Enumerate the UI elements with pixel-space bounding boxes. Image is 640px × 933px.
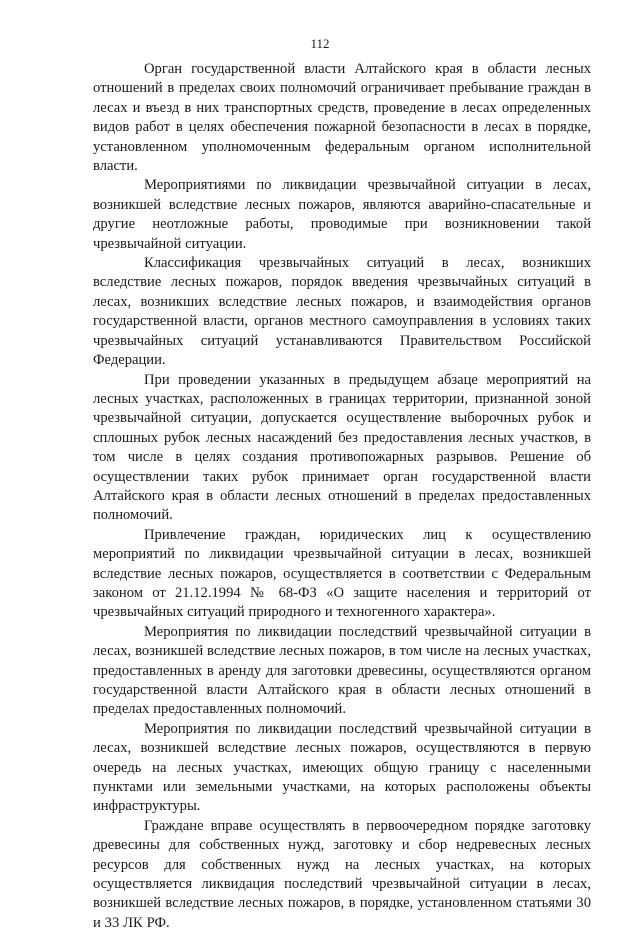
paragraph: Орган государственной власти Алтайского края в области лесных отношений в пределах своих полномочий ограничивает пребывание граждан в лесах и въезд в них транспортных средств, проведение в лесах определенных видов работ в целях обеспечения пожарной безопасности в лесах в порядке, установленном уполномоченным федеральным органом исполнительной власти.: [93, 61, 591, 175]
paragraph: При проведении указанных в предыдущем абзаце мероприятий на лесных участках, расположенных в границах территории, признанной зоной чрезвычайной ситуации, допускается осуществление выборочных рубок и сплошных рубок лесных насаждений без предоставления лесных участков, в том числе в целях создания противопожарных разрывов. Решение об осуществлении таких рубок принимает орган государственной власти Алтайского края в области лесных отношений в пределах предоставленных полномочий.: [93, 371, 591, 524]
paragraph: Привлечение граждан, юридических лиц к осуществлению мероприятий по ликвидации чрезвычайной ситуации в лесах, возникшей вследствие лесных пожаров, осуществляется в соответствии с Федеральным законом от 21.12.1994 № 68-ФЗ «О защите населения и территорий от чрезвычайных ситуаций природного и техногенного характера».: [93, 526, 591, 621]
paragraph: Мероприятия по ликвидации последствий чрезвычайной ситуации в лесах, возникшей вследствие лесных пожаров, осуществляются в первую очередь на лесных участках, имеющих общую границу с населенными пунктами или земельными участками, на которых расположены объекты инфраструктуры.: [93, 720, 591, 815]
page-number: 112: [310, 36, 330, 51]
document-body: [93, 60, 591, 933]
paragraph: Мероприятия по ликвидации последствий чрезвычайной ситуации в лесах, возникшей вследствие лесных пожаров, в том числе на лесных участках, предоставленных в аренду для заготовки древесины, осуществляются органом государственной власти Алтайского края в области лесных отношений в пределах предоставленных полномочий.: [93, 623, 591, 718]
paragraph: Мероприятиями по ликвидации чрезвычайной ситуации в лесах, возникшей вследствие лесных пожаров, являются аварийно-спасательные и другие неотложные работы, проводимые при возникновении такой чрезвычайной ситуации.: [93, 177, 591, 252]
paragraph: Граждане вправе осуществлять в первоочередном порядке заготовку древесины для собственных нужд, заготовку и сбор недревесных лесных ресурсов для собственных нужд на лесных участках, на которых осуществляется ликвидация последствий чрезвычайной ситуации в лесах, возникшей вследствие лесных пожаров, в порядке, установленном статьями 30 и 33 ЛК РФ.: [93, 817, 591, 931]
paragraph: Классификация чрезвычайных ситуаций в лесах, возникших вследствие лесных пожаров, порядок введения чрезвычайных ситуаций в лесах, возникших вследствие лесных пожаров, и взаимодействия органов государственной власти, органов местного самоуправления в условиях таких чрезвычайных ситуаций устанавливаются Правительством Российской Федерации.: [93, 255, 591, 369]
